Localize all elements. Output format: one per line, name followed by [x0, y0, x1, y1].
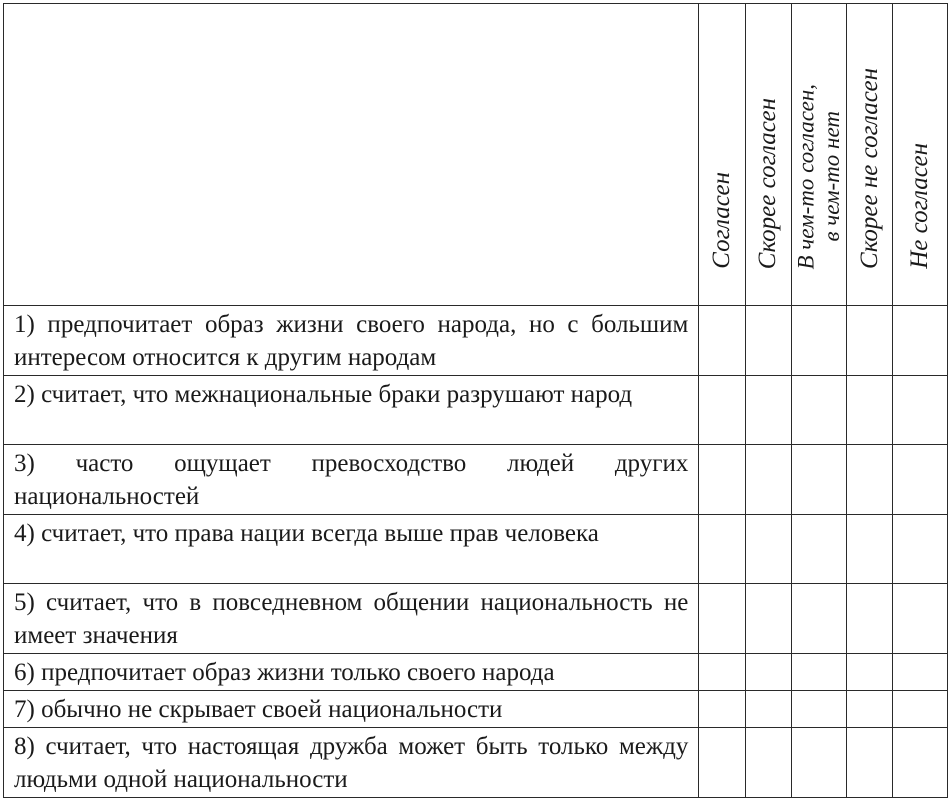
answer-cell-partly-agree[interactable]	[792, 728, 847, 798]
answer-cell-rather-agree[interactable]	[745, 376, 791, 445]
answer-cell-agree[interactable]	[699, 584, 745, 654]
header-option-label: Скорее не согласен	[855, 68, 883, 269]
answer-cell-rather-agree[interactable]	[745, 306, 791, 376]
table-row	[4, 376, 948, 445]
answer-cell-disagree[interactable]	[893, 376, 948, 445]
statement-text: 1) предпочитает образ жизни своего народа, но с большим интересом относится к другим народам	[4, 306, 699, 376]
header-option-label: Скорее согласен	[754, 97, 782, 269]
answer-cell-rather-agree[interactable]	[745, 654, 791, 691]
answer-cell-rather-agree[interactable]	[745, 584, 791, 654]
answer-cell-partly-agree[interactable]	[792, 306, 847, 376]
answer-cell-partly-agree[interactable]	[792, 515, 847, 584]
header-option-partly-agree	[792, 4, 847, 306]
table-row	[4, 306, 948, 376]
answer-cell-partly-agree[interactable]	[792, 376, 847, 445]
answer-cell-rather-disagree[interactable]	[846, 728, 892, 798]
answer-cell-disagree[interactable]	[893, 584, 948, 654]
answer-cell-disagree[interactable]	[893, 445, 948, 515]
table-row	[4, 445, 948, 515]
header-row	[4, 4, 948, 306]
header-option-label-line1: В чем-то согласен,	[793, 83, 819, 269]
header-option-label-line2: в чем-то нет	[819, 111, 845, 242]
answer-cell-rather-agree[interactable]	[745, 691, 791, 728]
header-option-label-two-line	[794, 84, 845, 306]
statement-text: 7) обычно не скрывает своей национальности	[4, 691, 699, 728]
answer-cell-partly-agree[interactable]	[792, 445, 847, 515]
answer-cell-agree[interactable]	[699, 654, 745, 691]
answer-cell-disagree[interactable]	[893, 728, 948, 798]
header-option-agree	[699, 4, 745, 306]
table-row	[4, 584, 948, 654]
statement-text: 5) считает, что в повседневном общении национальность не имеет значения	[4, 584, 699, 654]
answer-cell-partly-agree[interactable]	[792, 654, 847, 691]
answer-cell-rather-disagree[interactable]	[846, 445, 892, 515]
answer-cell-disagree[interactable]	[893, 654, 948, 691]
header-option-label: Согласен	[707, 172, 735, 269]
answer-cell-agree[interactable]	[699, 306, 745, 376]
table-row	[4, 515, 948, 584]
answer-cell-disagree[interactable]	[893, 691, 948, 728]
statement-text: 3) часто ощущает превосходство людей других национальностей	[4, 445, 699, 515]
answer-cell-partly-agree[interactable]	[792, 584, 847, 654]
answer-cell-disagree[interactable]	[893, 515, 948, 584]
answer-cell-rather-disagree[interactable]	[846, 306, 892, 376]
table-row	[4, 728, 948, 798]
answer-cell-agree[interactable]	[699, 376, 745, 445]
header-option-label: Не согласен	[906, 143, 934, 269]
answer-cell-rather-agree[interactable]	[745, 515, 791, 584]
header-option-rather-disagree	[846, 4, 892, 306]
statement-text: 8) считает, что настоящая дружба может быть только между людьми одной национальности	[4, 728, 699, 798]
table-row	[4, 654, 948, 691]
answer-cell-partly-agree[interactable]	[792, 691, 847, 728]
answer-cell-rather-disagree[interactable]	[846, 654, 892, 691]
header-option-rather-agree	[745, 4, 791, 306]
answer-cell-rather-disagree[interactable]	[846, 376, 892, 445]
statement-text: 4) считает, что права нации всегда выше прав человека	[4, 515, 699, 584]
answer-cell-rather-disagree[interactable]	[846, 584, 892, 654]
answer-cell-agree[interactable]	[699, 515, 745, 584]
answer-cell-rather-agree[interactable]	[745, 728, 791, 798]
header-option-disagree	[893, 4, 948, 306]
answer-cell-rather-disagree[interactable]	[846, 691, 892, 728]
answer-cell-agree[interactable]	[699, 691, 745, 728]
header-corner-cell	[4, 4, 699, 306]
answer-cell-agree[interactable]	[699, 728, 745, 798]
survey-table	[3, 3, 948, 798]
table-row	[4, 691, 948, 728]
statement-text: 2) считает, что межнациональные браки разрушают народ	[4, 376, 699, 445]
statement-text: 6) предпочитает образ жизни только своего народа	[4, 654, 699, 691]
answer-cell-rather-agree[interactable]	[745, 445, 791, 515]
answer-cell-rather-disagree[interactable]	[846, 515, 892, 584]
answer-cell-agree[interactable]	[699, 445, 745, 515]
answer-cell-disagree[interactable]	[893, 306, 948, 376]
